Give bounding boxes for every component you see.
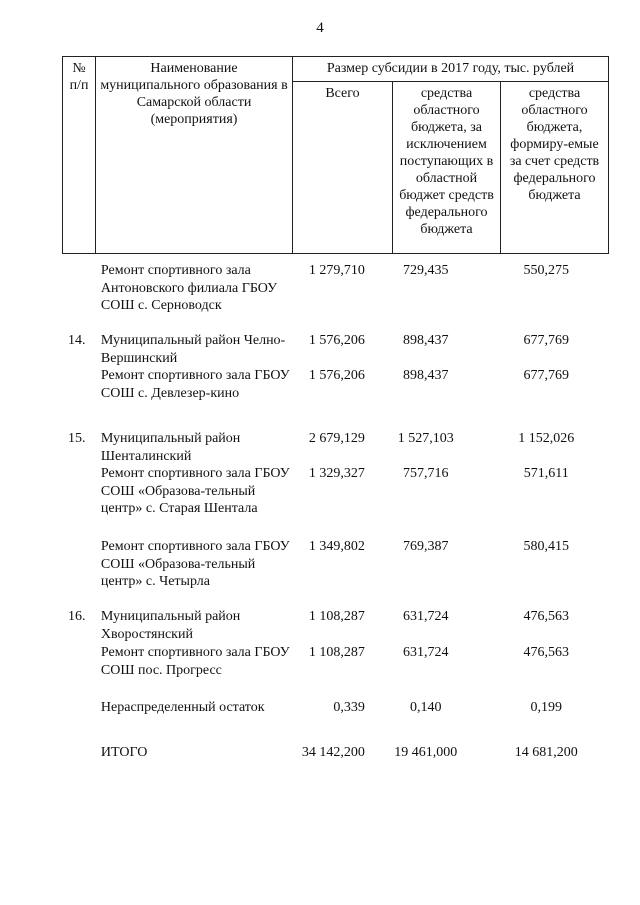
row-total: 1 279,710: [308, 263, 365, 278]
row-number: [62, 538, 95, 608]
table-row: [62, 367, 608, 430]
row-regional: 19 461,000: [394, 745, 458, 760]
table-row: [62, 644, 608, 699]
table-row: [62, 608, 608, 644]
row-federal: 1 152,026: [518, 431, 575, 446]
row-federal: 476,563: [523, 645, 569, 660]
page-number: 4: [316, 20, 324, 36]
row-total: 1 576,206: [308, 333, 365, 348]
row-regional: 757,716: [402, 466, 449, 481]
header-col-federal: средства областного бюджета, формиру-емые за счет средств федерального бюджета: [501, 82, 609, 254]
row-federal: 580,415: [523, 539, 569, 554]
row-total: 34 142,200: [301, 745, 365, 760]
row-regional: 898,437: [402, 333, 449, 348]
header-col-total: Всего: [293, 82, 393, 254]
row-total: 2 679,129: [308, 431, 365, 446]
row-total: 1 349,802: [308, 539, 365, 554]
row-number: [62, 367, 95, 430]
row-federal: 677,769: [523, 333, 569, 348]
header-col-number: № п/п: [63, 57, 96, 254]
row-name: Ремонт спортивного зала ГБОУ СОШ «Образова-тельный центр» с. Четырла: [100, 539, 290, 589]
row-regional: 0,140: [409, 700, 442, 715]
table-row: [62, 699, 608, 744]
row-name: Ремонт спортивного зала ГБОУ СОШ с. Девлезер-кино: [100, 368, 290, 401]
table-row-total: [62, 744, 608, 768]
table-row: [62, 332, 608, 367]
row-federal: 550,275: [523, 263, 569, 278]
row-number: [62, 744, 95, 768]
row-number: [62, 262, 95, 332]
row-name: Муниципальный район Челно-Вершинский: [100, 333, 286, 366]
row-regional: 1 527,103: [397, 431, 454, 446]
row-name: Ремонт спортивного зала ГБОУ СОШ пос. Прогресс: [100, 645, 290, 678]
table-row: [62, 430, 608, 465]
row-name: Ремонт спортивного зала Антоновского филиала ГБОУ СОШ с. Серноводск: [100, 263, 278, 313]
row-federal: 0,199: [530, 700, 562, 715]
row-number: [62, 644, 95, 699]
row-number: [62, 699, 95, 744]
table-row: [62, 465, 608, 538]
table-row: [62, 262, 608, 332]
row-total: 1 108,287: [308, 609, 365, 624]
row-name: ИТОГО: [100, 745, 148, 760]
row-federal: 14 681,200: [514, 745, 578, 760]
row-number: 15.: [68, 431, 86, 446]
row-federal: 571,611: [523, 466, 569, 481]
row-number: 14.: [68, 333, 86, 348]
row-regional: 729,435: [402, 263, 449, 278]
row-total: 1 329,327: [308, 466, 365, 481]
row-regional: 769,387: [402, 539, 449, 554]
table-header: [62, 56, 609, 254]
row-total: 1 576,206: [308, 368, 365, 383]
header-col-name: Наименование муниципального образования в Самарской области (мероприятия): [96, 57, 293, 254]
row-number: 16.: [68, 609, 86, 624]
row-federal: 476,563: [523, 609, 569, 624]
row-federal: 677,769: [523, 368, 569, 383]
row-regional: 631,724: [402, 609, 449, 624]
row-name: Муниципальный район Шенталинский: [100, 431, 241, 464]
table-body: [62, 262, 608, 768]
row-regional: 631,724: [402, 645, 449, 660]
row-regional: 898,437: [402, 368, 449, 383]
table-row: [62, 538, 608, 608]
row-total: 0,339: [333, 700, 365, 715]
header-col-regional: средства областного бюджета, за исключением поступающих в областной бюджет средств федерального бюджета: [393, 82, 501, 254]
row-number: [62, 465, 95, 538]
row-name: Нераспределенный остаток: [100, 700, 265, 715]
row-name: Муниципальный район Хворостянский: [100, 609, 241, 642]
row-name: Ремонт спортивного зала ГБОУ СОШ «Образова-тельный центр» с. Старая Шентала: [100, 466, 290, 516]
header-col-group: Размер субсидии в 2017 году, тыс. рублей: [293, 57, 609, 82]
row-total: 1 108,287: [308, 645, 365, 660]
